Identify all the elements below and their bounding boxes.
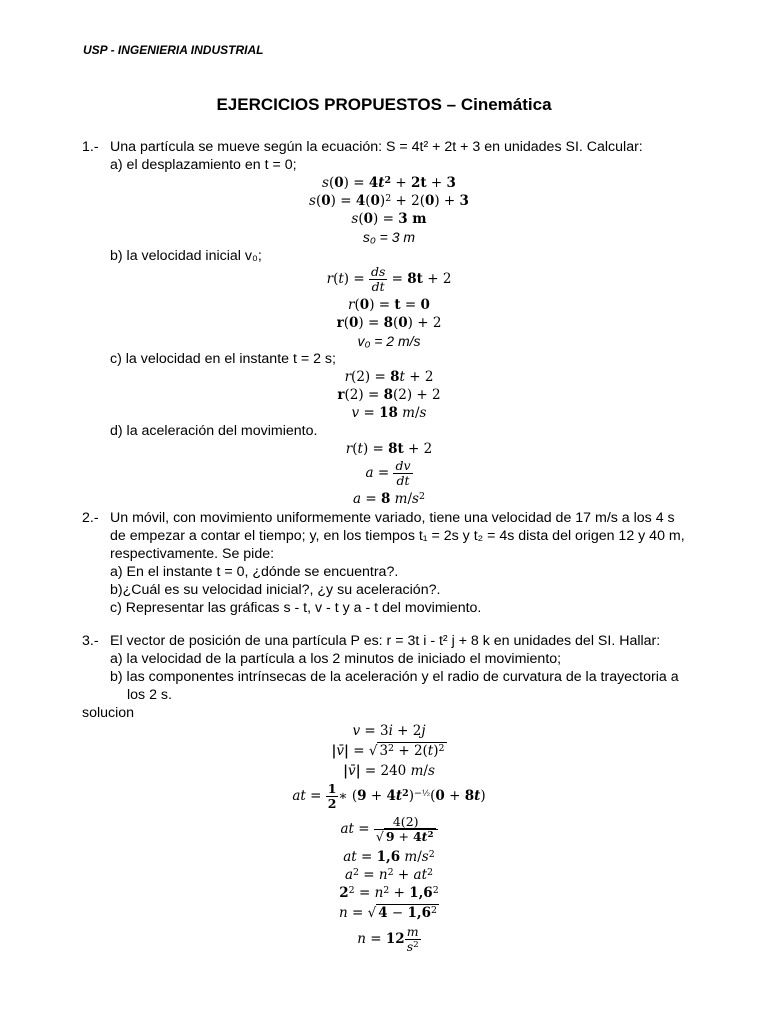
math-line: $s(0) = 4(0)^2 + 2(0) + 3$ bbox=[309, 192, 469, 209]
math-line: at = 1,6 $m/s^2$ bbox=[343, 848, 435, 865]
problem-2-number: 2.- bbox=[82, 510, 99, 526]
math-line: at = $\frac{4(2)}{√ 9 + 4t^2}$ bbox=[0, 812, 768, 846]
problem-3-part-b-cont: los 2 s. bbox=[127, 687, 172, 703]
problem-1-part-a: a) el desplazamiento en t = 0; bbox=[110, 157, 297, 173]
problem-3-part-b: b) las componentes intrínsecas de la aceleración y el radio de curvatura de la trayectoria a bbox=[110, 669, 679, 685]
math-line: n = 12 $\frac{m}{s^2}$ bbox=[357, 924, 419, 954]
math-line: v = 18 m/s bbox=[351, 405, 427, 421]
problem-1-statement: Una partícula se mueve según la ecuación: S = 4t² + 2t + 3 en unidades SI. Calcular: bbox=[110, 139, 643, 155]
result-v0: v₀ = 2 m/s bbox=[357, 333, 421, 349]
problem-2-line: Un móvil, con movimiento uniformemente variado, tiene una velocidad de 17 m/s a los 4 s bbox=[110, 510, 675, 526]
math-line: a = $\frac{dv}{dt}$ bbox=[365, 458, 411, 488]
problem-1-part-c: c) la velocidad en el instante t = 2 s; bbox=[110, 351, 336, 367]
math-line: a = 8 $m/s^2$ bbox=[353, 490, 425, 507]
math-line: v = 3i + 2j bbox=[352, 723, 426, 739]
problem-1-part-d: d) la aceleración del movimiento. bbox=[110, 423, 318, 439]
math-line: $a^2 = n^2 + at^2$ bbox=[344, 866, 434, 883]
problem-2-line: respectivamente. Se pide: bbox=[110, 546, 275, 562]
math-line: at = $\frac{1}{2}$ ∗ $(9 + 4t^2)^{-\frac{1}{2}}(0 + 8t)$ bbox=[292, 781, 486, 811]
problem-3-statement: El vector de posición de una partícula P es: r = 3t i - t² j + 8 k en unidades del SI. Hallar: bbox=[110, 633, 661, 649]
math-line: r(0) = t = 0 bbox=[348, 297, 430, 313]
problem-3-part-a: a) la velocidad de la partícula a los 2 minutos de iniciado el movimiento; bbox=[110, 651, 562, 667]
math-line: n = √ $4 - 1,6^2$ bbox=[338, 904, 438, 921]
math-line: $2^2 = n^2 + 1,6^2$ bbox=[339, 884, 439, 901]
problem-2-line: de empezar a contar el tiempo; y, en los tiempos t₁ = 2s y t₂ = 4s dista del origen 12 y 40 m, bbox=[110, 528, 685, 544]
document-header: USP - INGENIERIA INDUSTRIAL bbox=[83, 43, 264, 57]
result-s0: s₀ = 3 m bbox=[362, 229, 416, 245]
math-line: r(t) = 8t + 2 bbox=[345, 441, 433, 457]
problem-1-part-b: b) la velocidad inicial v₀; bbox=[110, 248, 262, 264]
page-title: EJERCICIOS PROPUESTOS – Cinemática bbox=[216, 95, 552, 114]
math-line: |v̄| = √ $3^2 + 2(t)^2$ bbox=[331, 742, 445, 759]
math-line: |v̄| = 240 m/s bbox=[343, 763, 435, 779]
math-line: $s(0) = 4t^2 + 2t + 3$ bbox=[322, 174, 456, 191]
math-line: r(0) = 8(0) + 2 bbox=[336, 315, 442, 331]
problem-1-number: 1.- bbox=[82, 139, 99, 155]
problem-2-part-b: b)¿Cuál es su velocidad inicial?, ¿y su aceleración?. bbox=[110, 582, 441, 598]
problem-3-number: 3.- bbox=[82, 633, 99, 649]
problem-2-part-c: c) Representar las gráficas s - t, v - t y a - t del movimiento. bbox=[110, 600, 482, 616]
math-line: r(t) = $\frac{ds}{dt}$ = 8t + 2 bbox=[326, 264, 452, 294]
math-line: r(2) = 8(2) + 2 bbox=[337, 387, 441, 403]
solution-label: solucion bbox=[82, 705, 135, 721]
math-line: s(0) = 3 m bbox=[351, 211, 427, 227]
math-line: r(2) = 8t + 2 bbox=[344, 369, 434, 385]
problem-2-part-a: a) En el instante t = 0, ¿dónde se encuentra?. bbox=[110, 564, 399, 580]
